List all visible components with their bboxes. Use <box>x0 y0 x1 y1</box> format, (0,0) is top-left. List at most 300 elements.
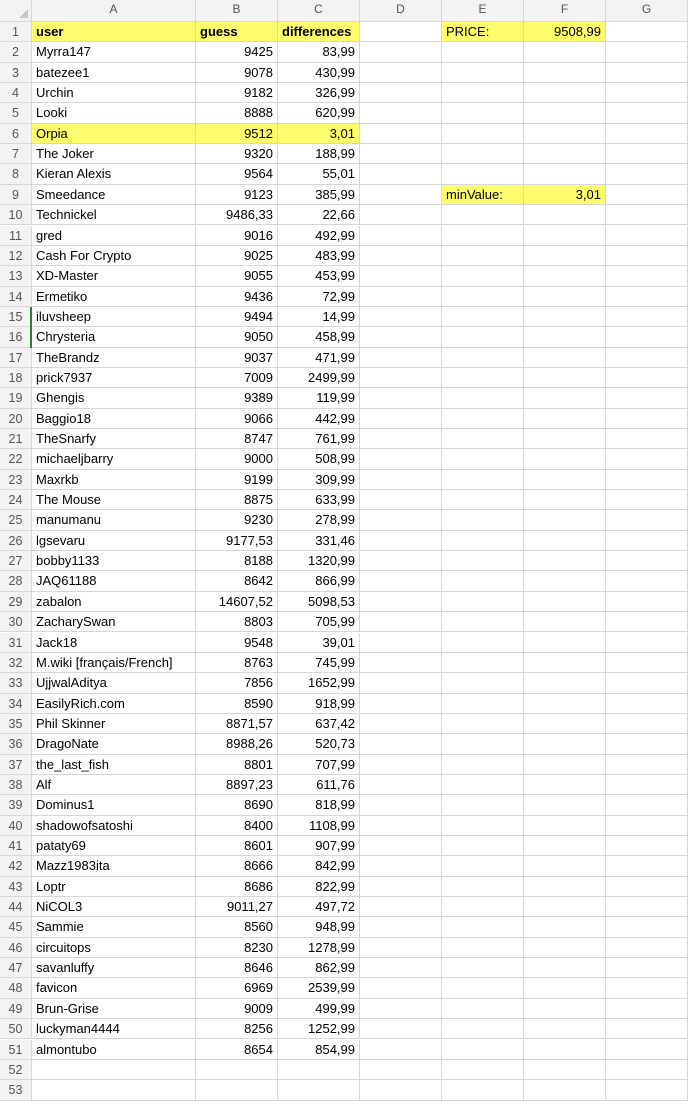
min-value-value[interactable]: 3,01 <box>524 185 606 205</box>
cell-b3[interactable]: 9078 <box>196 63 278 83</box>
cell-g47[interactable] <box>606 958 688 978</box>
cell-c38[interactable]: 611,76 <box>278 775 360 795</box>
cell-b22[interactable]: 9000 <box>196 449 278 469</box>
cell-f43[interactable] <box>524 877 606 897</box>
cell-f31[interactable] <box>524 633 606 653</box>
cell-a29[interactable]: zabalon <box>32 592 196 612</box>
cell-d42[interactable] <box>360 856 442 876</box>
cell-b42[interactable]: 8666 <box>196 856 278 876</box>
cell-b4[interactable]: 9182 <box>196 83 278 103</box>
row-number[interactable]: 53 <box>0 1080 32 1100</box>
cell-f16[interactable] <box>524 327 606 347</box>
cell-d26[interactable] <box>360 531 442 551</box>
cell-e13[interactable] <box>442 266 524 286</box>
cell-d39[interactable] <box>360 795 442 815</box>
cell-g40[interactable] <box>606 816 688 836</box>
cell-f25[interactable] <box>524 510 606 530</box>
cell-a42[interactable]: Mazz1983ita <box>32 856 196 876</box>
cell-d33[interactable] <box>360 673 442 693</box>
cell-c39[interactable]: 818,99 <box>278 795 360 815</box>
cell-c18[interactable]: 2499,99 <box>278 368 360 388</box>
row-number[interactable]: 25 <box>0 510 32 530</box>
cell-e43[interactable] <box>442 877 524 897</box>
cell-d43[interactable] <box>360 877 442 897</box>
cell-g25[interactable] <box>606 510 688 530</box>
cell-d46[interactable] <box>360 938 442 958</box>
cell-f42[interactable] <box>524 856 606 876</box>
cell-d49[interactable] <box>360 999 442 1019</box>
cell-d18[interactable] <box>360 368 442 388</box>
cell-d13[interactable] <box>360 266 442 286</box>
cell-d24[interactable] <box>360 490 442 510</box>
cell-c41[interactable]: 907,99 <box>278 836 360 856</box>
cell-a39[interactable]: Dominus1 <box>32 795 196 815</box>
cell-a24[interactable]: The Mouse <box>32 490 196 510</box>
cell-e22[interactable] <box>442 449 524 469</box>
cell-a41[interactable]: pataty69 <box>32 836 196 856</box>
cell-g6[interactable] <box>606 124 688 144</box>
cell-a1[interactable]: user <box>32 22 196 42</box>
row-number[interactable]: 31 <box>0 633 32 653</box>
cell-f22[interactable] <box>524 449 606 469</box>
row-number[interactable]: 4 <box>0 83 32 103</box>
cell-a5[interactable]: Looki <box>32 103 196 123</box>
row-number[interactable]: 33 <box>0 673 32 693</box>
row-number[interactable]: 23 <box>0 470 32 490</box>
cell-d15[interactable] <box>360 307 442 327</box>
cell-g3[interactable] <box>606 63 688 83</box>
cell-c33[interactable]: 1652,99 <box>278 673 360 693</box>
cell-e27[interactable] <box>442 551 524 571</box>
row-number[interactable]: 11 <box>0 226 32 246</box>
cell-b12[interactable]: 9025 <box>196 246 278 266</box>
cell-b47[interactable]: 8646 <box>196 958 278 978</box>
row-number[interactable]: 12 <box>0 246 32 266</box>
cell-e28[interactable] <box>442 571 524 591</box>
cell-b24[interactable]: 8875 <box>196 490 278 510</box>
cell-e2[interactable] <box>442 42 524 62</box>
cell-g2[interactable] <box>606 42 688 62</box>
cell-g36[interactable] <box>606 734 688 754</box>
cell-f44[interactable] <box>524 897 606 917</box>
cell-c13[interactable]: 453,99 <box>278 266 360 286</box>
cell-a36[interactable]: DragoNate <box>32 734 196 754</box>
cell-a10[interactable]: Technickel <box>32 205 196 225</box>
cell-e53[interactable] <box>442 1080 524 1100</box>
column-header-g[interactable]: G <box>606 0 688 22</box>
cell-f49[interactable] <box>524 999 606 1019</box>
cell-g46[interactable] <box>606 938 688 958</box>
row-number[interactable]: 21 <box>0 429 32 449</box>
cell-g43[interactable] <box>606 877 688 897</box>
cell-e24[interactable] <box>442 490 524 510</box>
cell-a2[interactable]: Myrra147 <box>32 42 196 62</box>
cell-f27[interactable] <box>524 551 606 571</box>
row-number[interactable]: 26 <box>0 531 32 551</box>
min-value-label[interactable]: minValue: <box>442 185 524 205</box>
cell-g16[interactable] <box>606 327 688 347</box>
row-number[interactable]: 35 <box>0 714 32 734</box>
cell-f21[interactable] <box>524 429 606 449</box>
cell-b18[interactable]: 7009 <box>196 368 278 388</box>
cell-d34[interactable] <box>360 694 442 714</box>
row-number[interactable]: 24 <box>0 490 32 510</box>
cell-d4[interactable] <box>360 83 442 103</box>
cell-b25[interactable]: 9230 <box>196 510 278 530</box>
cell-f37[interactable] <box>524 755 606 775</box>
cell-g50[interactable] <box>606 1019 688 1039</box>
cell-b45[interactable]: 8560 <box>196 917 278 937</box>
column-header-b[interactable]: B <box>196 0 278 22</box>
cell-a9[interactable]: Smeedance <box>32 185 196 205</box>
cell-c28[interactable]: 866,99 <box>278 571 360 591</box>
cell-a49[interactable]: Brun-Grise <box>32 999 196 1019</box>
cell-a18[interactable]: prick7937 <box>32 368 196 388</box>
cell-c31[interactable]: 39,01 <box>278 633 360 653</box>
cell-c25[interactable]: 278,99 <box>278 510 360 530</box>
cell-e36[interactable] <box>442 734 524 754</box>
cell-b20[interactable]: 9066 <box>196 409 278 429</box>
row-number[interactable]: 17 <box>0 348 32 368</box>
cell-d40[interactable] <box>360 816 442 836</box>
cell-b30[interactable]: 8803 <box>196 612 278 632</box>
cell-g15[interactable] <box>606 307 688 327</box>
cell-e21[interactable] <box>442 429 524 449</box>
cell-f24[interactable] <box>524 490 606 510</box>
cell-c52[interactable] <box>278 1060 360 1080</box>
cell-g49[interactable] <box>606 999 688 1019</box>
row-number[interactable]: 36 <box>0 734 32 754</box>
cell-g34[interactable] <box>606 694 688 714</box>
cell-d32[interactable] <box>360 653 442 673</box>
row-number[interactable]: 49 <box>0 999 32 1019</box>
cell-c1[interactable]: differences <box>278 22 360 42</box>
cell-g8[interactable] <box>606 164 688 184</box>
cell-b29[interactable]: 14607,52 <box>196 592 278 612</box>
row-number[interactable]: 51 <box>0 1040 32 1060</box>
row-number[interactable]: 32 <box>0 653 32 673</box>
cell-d21[interactable] <box>360 429 442 449</box>
cell-f7[interactable] <box>524 144 606 164</box>
cell-c16[interactable]: 458,99 <box>278 327 360 347</box>
row-number[interactable]: 14 <box>0 287 32 307</box>
cell-f29[interactable] <box>524 592 606 612</box>
cell-f36[interactable] <box>524 734 606 754</box>
row-number[interactable]: 42 <box>0 856 32 876</box>
cell-e3[interactable] <box>442 63 524 83</box>
cell-g27[interactable] <box>606 551 688 571</box>
cell-a48[interactable]: favicon <box>32 978 196 998</box>
cell-g37[interactable] <box>606 755 688 775</box>
cell-b38[interactable]: 8897,23 <box>196 775 278 795</box>
cell-a19[interactable]: Ghengis <box>32 388 196 408</box>
cell-c37[interactable]: 707,99 <box>278 755 360 775</box>
cell-c24[interactable]: 633,99 <box>278 490 360 510</box>
cell-c3[interactable]: 430,99 <box>278 63 360 83</box>
cell-a30[interactable]: ZacharySwan <box>32 612 196 632</box>
cell-g12[interactable] <box>606 246 688 266</box>
cell-g5[interactable] <box>606 103 688 123</box>
cell-b41[interactable]: 8601 <box>196 836 278 856</box>
cell-d41[interactable] <box>360 836 442 856</box>
cell-e32[interactable] <box>442 653 524 673</box>
cell-b39[interactable]: 8690 <box>196 795 278 815</box>
row-number[interactable]: 19 <box>0 388 32 408</box>
cell-c46[interactable]: 1278,99 <box>278 938 360 958</box>
cell-c19[interactable]: 119,99 <box>278 388 360 408</box>
cell-b23[interactable]: 9199 <box>196 470 278 490</box>
cell-a37[interactable]: the_last_fish <box>32 755 196 775</box>
cell-e14[interactable] <box>442 287 524 307</box>
cell-f15[interactable] <box>524 307 606 327</box>
cell-c14[interactable]: 72,99 <box>278 287 360 307</box>
cell-b6[interactable]: 9512 <box>196 124 278 144</box>
cell-g13[interactable] <box>606 266 688 286</box>
cell-e15[interactable] <box>442 307 524 327</box>
cell-f51[interactable] <box>524 1040 606 1060</box>
cell-d45[interactable] <box>360 917 442 937</box>
cell-f50[interactable] <box>524 1019 606 1039</box>
row-number[interactable]: 20 <box>0 409 32 429</box>
row-number[interactable]: 29 <box>0 592 32 612</box>
cell-b27[interactable]: 8188 <box>196 551 278 571</box>
cell-e45[interactable] <box>442 917 524 937</box>
cell-g53[interactable] <box>606 1080 688 1100</box>
cell-d53[interactable] <box>360 1080 442 1100</box>
cell-g35[interactable] <box>606 714 688 734</box>
cell-b31[interactable]: 9548 <box>196 633 278 653</box>
cell-e11[interactable] <box>442 226 524 246</box>
cell-e5[interactable] <box>442 103 524 123</box>
cell-g32[interactable] <box>606 653 688 673</box>
column-header-c[interactable]: C <box>278 0 360 22</box>
cell-e16[interactable] <box>442 327 524 347</box>
cell-f53[interactable] <box>524 1080 606 1100</box>
cell-b11[interactable]: 9016 <box>196 226 278 246</box>
cell-f19[interactable] <box>524 388 606 408</box>
cell-e49[interactable] <box>442 999 524 1019</box>
cell-e50[interactable] <box>442 1019 524 1039</box>
cell-d28[interactable] <box>360 571 442 591</box>
row-number[interactable]: 34 <box>0 694 32 714</box>
cell-g29[interactable] <box>606 592 688 612</box>
cell-e38[interactable] <box>442 775 524 795</box>
cell-d20[interactable] <box>360 409 442 429</box>
cell-e7[interactable] <box>442 144 524 164</box>
cell-c11[interactable]: 492,99 <box>278 226 360 246</box>
cell-g14[interactable] <box>606 287 688 307</box>
cell-f26[interactable] <box>524 531 606 551</box>
select-all-corner[interactable] <box>0 0 32 22</box>
cell-c12[interactable]: 483,99 <box>278 246 360 266</box>
cell-d1[interactable] <box>360 22 442 42</box>
cell-c10[interactable]: 22,66 <box>278 205 360 225</box>
cell-b8[interactable]: 9564 <box>196 164 278 184</box>
cell-a13[interactable]: XD-Master <box>32 266 196 286</box>
cell-g7[interactable] <box>606 144 688 164</box>
row-number[interactable]: 43 <box>0 877 32 897</box>
cell-f32[interactable] <box>524 653 606 673</box>
cell-g45[interactable] <box>606 917 688 937</box>
cell-d10[interactable] <box>360 205 442 225</box>
cell-d12[interactable] <box>360 246 442 266</box>
cell-a32[interactable]: M.wiki [français/French] <box>32 653 196 673</box>
cell-a23[interactable]: Maxrkb <box>32 470 196 490</box>
row-number[interactable]: 50 <box>0 1019 32 1039</box>
cell-f35[interactable] <box>524 714 606 734</box>
cell-e42[interactable] <box>442 856 524 876</box>
cell-f38[interactable] <box>524 775 606 795</box>
cell-g52[interactable] <box>606 1060 688 1080</box>
cell-g18[interactable] <box>606 368 688 388</box>
cell-g1[interactable] <box>606 22 688 42</box>
cell-b50[interactable]: 8256 <box>196 1019 278 1039</box>
cell-c47[interactable]: 862,99 <box>278 958 360 978</box>
cell-b48[interactable]: 6969 <box>196 978 278 998</box>
row-number[interactable]: 30 <box>0 612 32 632</box>
cell-g9[interactable] <box>606 185 688 205</box>
row-number[interactable]: 15 <box>0 307 32 327</box>
cell-b32[interactable]: 8763 <box>196 653 278 673</box>
cell-e39[interactable] <box>442 795 524 815</box>
cell-b49[interactable]: 9009 <box>196 999 278 1019</box>
cell-g44[interactable] <box>606 897 688 917</box>
cell-c42[interactable]: 842,99 <box>278 856 360 876</box>
cell-f13[interactable] <box>524 266 606 286</box>
cell-a28[interactable]: JAQ61188 <box>32 571 196 591</box>
cell-f20[interactable] <box>524 409 606 429</box>
cell-g33[interactable] <box>606 673 688 693</box>
cell-g42[interactable] <box>606 856 688 876</box>
row-number[interactable]: 52 <box>0 1060 32 1080</box>
cell-g20[interactable] <box>606 409 688 429</box>
row-number[interactable]: 7 <box>0 144 32 164</box>
cell-c35[interactable]: 637,42 <box>278 714 360 734</box>
cell-g21[interactable] <box>606 429 688 449</box>
row-number[interactable]: 38 <box>0 775 32 795</box>
row-number[interactable]: 18 <box>0 368 32 388</box>
cell-a52[interactable] <box>32 1060 196 1080</box>
cell-f6[interactable] <box>524 124 606 144</box>
cell-d7[interactable] <box>360 144 442 164</box>
cell-c8[interactable]: 55,01 <box>278 164 360 184</box>
cell-d5[interactable] <box>360 103 442 123</box>
cell-a20[interactable]: Baggio18 <box>32 409 196 429</box>
cell-a6[interactable]: Orpia <box>32 124 196 144</box>
cell-g23[interactable] <box>606 470 688 490</box>
cell-e19[interactable] <box>442 388 524 408</box>
row-number[interactable]: 48 <box>0 978 32 998</box>
cell-d6[interactable] <box>360 124 442 144</box>
cell-c26[interactable]: 331,46 <box>278 531 360 551</box>
cell-b46[interactable]: 8230 <box>196 938 278 958</box>
cell-d14[interactable] <box>360 287 442 307</box>
row-number[interactable]: 3 <box>0 63 32 83</box>
cell-a16[interactable]: Chrysteria <box>32 327 196 347</box>
cell-f34[interactable] <box>524 694 606 714</box>
cell-b36[interactable]: 8988,26 <box>196 734 278 754</box>
cell-f12[interactable] <box>524 246 606 266</box>
cell-a40[interactable]: shadowofsatoshi <box>32 816 196 836</box>
cell-g38[interactable] <box>606 775 688 795</box>
cell-a45[interactable]: Sammie <box>32 917 196 937</box>
cell-c49[interactable]: 499,99 <box>278 999 360 1019</box>
cell-d50[interactable] <box>360 1019 442 1039</box>
cell-f40[interactable] <box>524 816 606 836</box>
cell-c48[interactable]: 2539,99 <box>278 978 360 998</box>
cell-g48[interactable] <box>606 978 688 998</box>
cell-b13[interactable]: 9055 <box>196 266 278 286</box>
cell-d48[interactable] <box>360 978 442 998</box>
cell-g26[interactable] <box>606 531 688 551</box>
cell-f41[interactable] <box>524 836 606 856</box>
cell-d36[interactable] <box>360 734 442 754</box>
cell-d38[interactable] <box>360 775 442 795</box>
cell-e8[interactable] <box>442 164 524 184</box>
row-number[interactable]: 2 <box>0 42 32 62</box>
cell-a43[interactable]: Loptr <box>32 877 196 897</box>
cell-a21[interactable]: TheSnarfy <box>32 429 196 449</box>
cell-c17[interactable]: 471,99 <box>278 348 360 368</box>
cell-c7[interactable]: 188,99 <box>278 144 360 164</box>
cell-c20[interactable]: 442,99 <box>278 409 360 429</box>
row-number[interactable]: 47 <box>0 958 32 978</box>
cell-d22[interactable] <box>360 449 442 469</box>
cell-d17[interactable] <box>360 348 442 368</box>
row-number[interactable]: 8 <box>0 164 32 184</box>
row-number[interactable]: 28 <box>0 571 32 591</box>
cell-e6[interactable] <box>442 124 524 144</box>
cell-e52[interactable] <box>442 1060 524 1080</box>
cell-f23[interactable] <box>524 470 606 490</box>
cell-a11[interactable]: gred <box>32 226 196 246</box>
cell-e37[interactable] <box>442 755 524 775</box>
cell-f39[interactable] <box>524 795 606 815</box>
cell-c43[interactable]: 822,99 <box>278 877 360 897</box>
cell-c6[interactable]: 3,01 <box>278 124 360 144</box>
cell-c21[interactable]: 761,99 <box>278 429 360 449</box>
cell-d35[interactable] <box>360 714 442 734</box>
cell-d29[interactable] <box>360 592 442 612</box>
cell-f33[interactable] <box>524 673 606 693</box>
cell-g4[interactable] <box>606 83 688 103</box>
row-number[interactable]: 10 <box>0 205 32 225</box>
cell-e25[interactable] <box>442 510 524 530</box>
cell-a26[interactable]: lgsevaru <box>32 531 196 551</box>
cell-a34[interactable]: EasilyRich.com <box>32 694 196 714</box>
cell-c15[interactable]: 14,99 <box>278 307 360 327</box>
cell-e4[interactable] <box>442 83 524 103</box>
cell-b52[interactable] <box>196 1060 278 1080</box>
cell-b43[interactable]: 8686 <box>196 877 278 897</box>
cell-f5[interactable] <box>524 103 606 123</box>
cell-e41[interactable] <box>442 836 524 856</box>
cell-c5[interactable]: 620,99 <box>278 103 360 123</box>
row-number[interactable]: 46 <box>0 938 32 958</box>
price-label[interactable]: PRICE: <box>442 22 524 42</box>
cell-a12[interactable]: Cash For Crypto <box>32 246 196 266</box>
cell-a3[interactable]: batezee1 <box>32 63 196 83</box>
cell-f4[interactable] <box>524 83 606 103</box>
cell-e26[interactable] <box>442 531 524 551</box>
row-number[interactable]: 37 <box>0 755 32 775</box>
row-number[interactable]: 40 <box>0 816 32 836</box>
cell-d3[interactable] <box>360 63 442 83</box>
cell-e12[interactable] <box>442 246 524 266</box>
cell-a4[interactable]: Urchin <box>32 83 196 103</box>
cell-b15[interactable]: 9494 <box>196 307 278 327</box>
cell-b19[interactable]: 9389 <box>196 388 278 408</box>
